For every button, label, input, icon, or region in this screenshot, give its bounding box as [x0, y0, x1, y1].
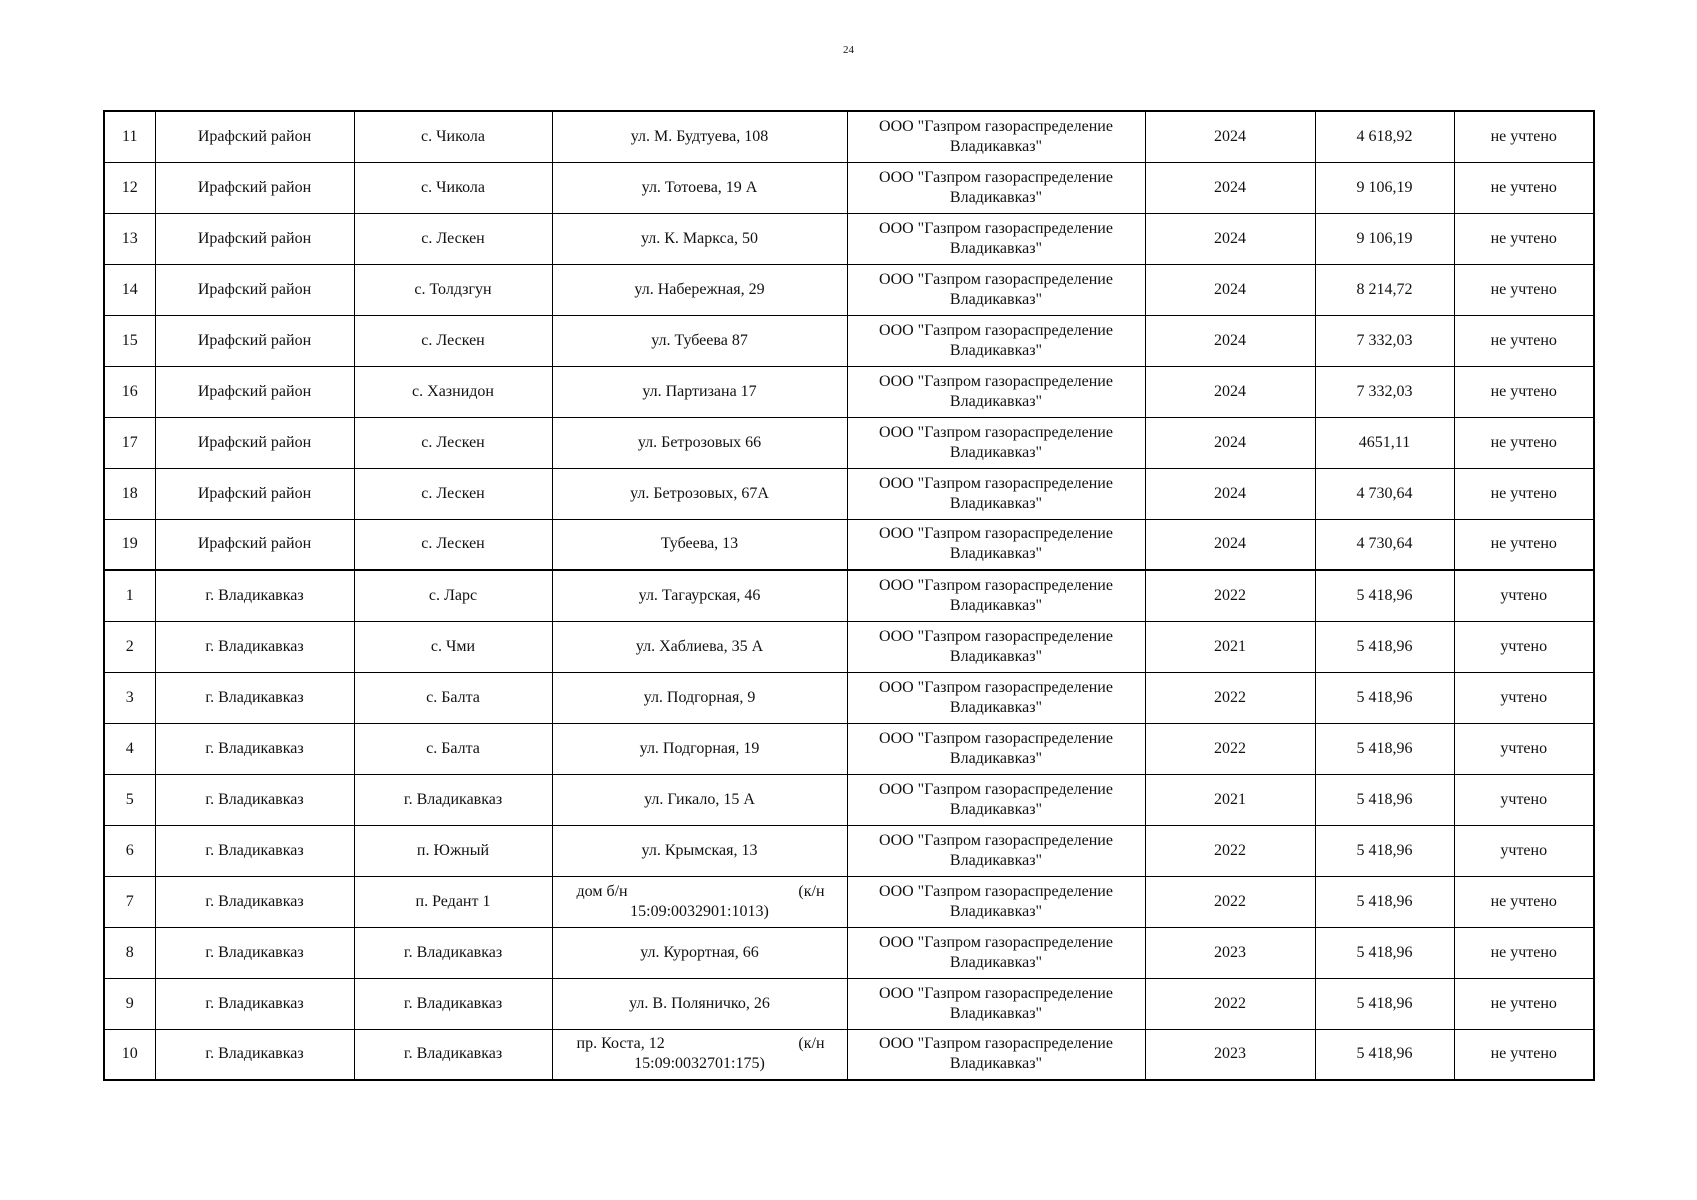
organization-cell	[847, 723, 1145, 774]
cadastral-number: 15:09:0032901:1013)	[630, 902, 769, 920]
amount-cell: 5 418,96	[1315, 723, 1454, 774]
settlement-cell: с. Толдзгун	[354, 264, 552, 315]
settlement-cell: с. Чми	[354, 621, 552, 672]
row-number: 14	[104, 264, 155, 315]
settlement-cell: г. Владикавказ	[354, 1029, 552, 1080]
status-cell: не учтено	[1454, 1029, 1594, 1080]
organization-line: Владикавказ"	[949, 749, 1043, 767]
organization-line: Владикавказ"	[949, 1004, 1043, 1022]
table-row	[104, 723, 1594, 774]
district-cell: Ирафский район	[155, 162, 354, 213]
settlement-cell: с. Чикола	[354, 162, 552, 213]
organization-line: Владикавказ"	[949, 647, 1043, 665]
table-row	[104, 213, 1594, 264]
table-row	[104, 111, 1594, 162]
amount-cell: 5 418,96	[1315, 621, 1454, 672]
organization-line: ООО "Газпром газораспределение	[879, 933, 1113, 951]
row-number: 7	[104, 876, 155, 927]
address-cell	[552, 876, 847, 927]
row-number: 16	[104, 366, 155, 417]
district-cell: г. Владикавказ	[155, 774, 354, 825]
row-number: 13	[104, 213, 155, 264]
organization-cell	[847, 519, 1145, 570]
settlement-cell: с. Хазнидон	[354, 366, 552, 417]
amount-cell: 5 418,96	[1315, 672, 1454, 723]
organization-cell	[847, 621, 1145, 672]
organization-line: ООО "Газпром газораспределение	[879, 423, 1113, 441]
settlement-cell: с. Балта	[354, 672, 552, 723]
row-number: 9	[104, 978, 155, 1029]
district-cell: г. Владикавказ	[155, 927, 354, 978]
address-cell: ул. Хаблиева, 35 А	[552, 621, 847, 672]
settlement-cell: п. Южный	[354, 825, 552, 876]
amount-cell: 5 418,96	[1315, 570, 1454, 621]
amount-cell: 9 106,19	[1315, 213, 1454, 264]
year-cell: 2023	[1145, 1029, 1315, 1080]
registry-table	[103, 110, 1595, 1081]
settlement-cell: с. Лескен	[354, 213, 552, 264]
settlement-cell: с. Лескен	[354, 417, 552, 468]
status-cell: не учтено	[1454, 417, 1594, 468]
status-cell: не учтено	[1454, 366, 1594, 417]
address-cell: ул. М. Будтуева, 108	[552, 111, 847, 162]
amount-cell: 8 214,72	[1315, 264, 1454, 315]
settlement-cell: с. Лескен	[354, 468, 552, 519]
year-cell: 2024	[1145, 213, 1315, 264]
year-cell: 2021	[1145, 621, 1315, 672]
organization-line: Владикавказ"	[949, 545, 1043, 563]
organization-line: ООО "Газпром газораспределение	[879, 984, 1113, 1002]
status-cell: не учтено	[1454, 927, 1594, 978]
organization-line: Владикавказ"	[949, 698, 1043, 716]
table-row	[104, 621, 1594, 672]
row-number: 5	[104, 774, 155, 825]
organization-line: Владикавказ"	[949, 953, 1043, 971]
status-cell: не учтено	[1454, 315, 1594, 366]
address-cell: ул. Набережная, 29	[552, 264, 847, 315]
organization-line: ООО "Газпром газораспределение	[879, 474, 1113, 492]
district-cell: Ирафский район	[155, 519, 354, 570]
organization-cell	[847, 213, 1145, 264]
organization-line: ООО "Газпром газораспределение	[879, 270, 1113, 288]
organization-line: Владикавказ"	[949, 494, 1043, 512]
table-row	[104, 162, 1594, 213]
settlement-cell: с. Лескен	[354, 519, 552, 570]
address-cell: ул. Курортная, 66	[552, 927, 847, 978]
district-cell: г. Владикавказ	[155, 978, 354, 1029]
organization-cell	[847, 570, 1145, 621]
organization-line: Владикавказ"	[949, 1055, 1043, 1073]
table-row	[104, 927, 1594, 978]
organization-cell	[847, 927, 1145, 978]
year-cell: 2024	[1145, 519, 1315, 570]
table-row	[104, 417, 1594, 468]
row-number: 6	[104, 825, 155, 876]
row-number: 19	[104, 519, 155, 570]
address-cell: ул. Подгорная, 19	[552, 723, 847, 774]
address-cell	[552, 1029, 847, 1080]
year-cell: 2023	[1145, 927, 1315, 978]
settlement-cell: с. Ларс	[354, 570, 552, 621]
district-cell: Ирафский район	[155, 366, 354, 417]
status-cell: не учтено	[1454, 468, 1594, 519]
organization-line: Владикавказ"	[949, 800, 1043, 818]
year-cell: 2024	[1145, 468, 1315, 519]
amount-cell: 5 418,96	[1315, 774, 1454, 825]
organization-line: Владикавказ"	[949, 443, 1043, 461]
organization-line: ООО "Газпром газораспределение	[879, 525, 1113, 543]
table-row	[104, 672, 1594, 723]
year-cell: 2021	[1145, 774, 1315, 825]
address-cell: ул. Тотоева, 19 А	[552, 162, 847, 213]
settlement-cell: с. Лескен	[354, 315, 552, 366]
district-cell: г. Владикавказ	[155, 621, 354, 672]
organization-cell	[847, 825, 1145, 876]
organization-line: ООО "Газпром газораспределение	[879, 1035, 1113, 1053]
district-cell: г. Владикавказ	[155, 672, 354, 723]
settlement-cell: г. Владикавказ	[354, 774, 552, 825]
address-cell: ул. Бетрозовых, 67А	[552, 468, 847, 519]
organization-line: ООО "Газпром газораспределение	[879, 882, 1113, 900]
status-cell: не учтено	[1454, 264, 1594, 315]
row-number: 11	[104, 111, 155, 162]
settlement-cell: п. Редант 1	[354, 876, 552, 927]
status-cell: учтено	[1454, 621, 1594, 672]
status-cell: не учтено	[1454, 876, 1594, 927]
organization-cell	[847, 111, 1145, 162]
amount-cell: 5 418,96	[1315, 876, 1454, 927]
row-number: 4	[104, 723, 155, 774]
table-row	[104, 366, 1594, 417]
organization-line: ООО "Газпром газораспределение	[879, 678, 1113, 696]
status-cell: учтено	[1454, 825, 1594, 876]
status-cell: учтено	[1454, 570, 1594, 621]
row-number: 12	[104, 162, 155, 213]
organization-line: Владикавказ"	[949, 851, 1043, 869]
status-cell: не учтено	[1454, 111, 1594, 162]
organization-line: ООО "Газпром газораспределение	[879, 780, 1113, 798]
row-number: 8	[104, 927, 155, 978]
address-cell: ул. Гикало, 15 А	[552, 774, 847, 825]
organization-cell	[847, 264, 1145, 315]
address-line	[559, 1034, 841, 1054]
row-number: 17	[104, 417, 155, 468]
organization-cell	[847, 162, 1145, 213]
settlement-cell: с. Балта	[354, 723, 552, 774]
organization-cell	[847, 672, 1145, 723]
settlement-cell: г. Владикавказ	[354, 927, 552, 978]
status-cell: не учтено	[1454, 519, 1594, 570]
status-cell: не учтено	[1454, 978, 1594, 1029]
organization-line: ООО "Газпром газораспределение	[879, 372, 1113, 390]
district-cell: г. Владикавказ	[155, 1029, 354, 1080]
amount-cell: 5 418,96	[1315, 1029, 1454, 1080]
status-cell: учтено	[1454, 774, 1594, 825]
table-row	[104, 774, 1594, 825]
table-row	[104, 876, 1594, 927]
district-cell: Ирафский район	[155, 264, 354, 315]
table-row	[104, 825, 1594, 876]
district-cell: Ирафский район	[155, 315, 354, 366]
district-cell: Ирафский район	[155, 417, 354, 468]
row-number: 1	[104, 570, 155, 621]
district-cell: г. Владикавказ	[155, 723, 354, 774]
district-cell: г. Владикавказ	[155, 570, 354, 621]
organization-line: Владикавказ"	[949, 188, 1043, 206]
organization-line: Владикавказ"	[949, 341, 1043, 359]
table-body	[104, 111, 1594, 1080]
organization-line: Владикавказ"	[949, 902, 1043, 920]
organization-cell	[847, 978, 1145, 1029]
year-cell: 2024	[1145, 417, 1315, 468]
district-cell: г. Владикавказ	[155, 876, 354, 927]
amount-cell: 9 106,19	[1315, 162, 1454, 213]
organization-line: Владикавказ"	[949, 596, 1043, 614]
organization-cell	[847, 774, 1145, 825]
settlement-cell: с. Чикола	[354, 111, 552, 162]
address-cell: ул. Бетрозовых 66	[552, 417, 847, 468]
row-number: 15	[104, 315, 155, 366]
cadastral-label: (к/н	[798, 882, 825, 900]
address-line	[559, 882, 841, 902]
year-cell: 2022	[1145, 723, 1315, 774]
amount-cell: 4 618,92	[1315, 111, 1454, 162]
organization-line: ООО "Газпром газораспределение	[879, 321, 1113, 339]
row-number: 2	[104, 621, 155, 672]
row-number: 10	[104, 1029, 155, 1080]
district-cell: Ирафский район	[155, 111, 354, 162]
row-number: 3	[104, 672, 155, 723]
address-text: дом б/н	[576, 882, 628, 900]
cadastral-number: 15:09:0032701:175)	[634, 1055, 765, 1073]
year-cell: 2022	[1145, 876, 1315, 927]
organization-line: Владикавказ"	[949, 290, 1043, 308]
amount-cell: 7 332,03	[1315, 315, 1454, 366]
address-cell: Тубеева, 13	[552, 519, 847, 570]
amount-cell: 5 418,96	[1315, 978, 1454, 1029]
amount-cell: 5 418,96	[1315, 825, 1454, 876]
table-row	[104, 264, 1594, 315]
amount-cell: 4 730,64	[1315, 468, 1454, 519]
row-number: 18	[104, 468, 155, 519]
table-row	[104, 978, 1594, 1029]
year-cell: 2022	[1145, 978, 1315, 1029]
organization-line: Владикавказ"	[949, 392, 1043, 410]
organization-cell	[847, 468, 1145, 519]
address-text: пр. Коста, 12	[576, 1035, 665, 1053]
year-cell: 2024	[1145, 162, 1315, 213]
organization-line: Владикавказ"	[949, 137, 1043, 155]
address-cell: ул. Подгорная, 9	[552, 672, 847, 723]
organization-cell	[847, 876, 1145, 927]
organization-cell	[847, 366, 1145, 417]
status-cell: не учтено	[1454, 162, 1594, 213]
year-cell: 2024	[1145, 264, 1315, 315]
organization-cell	[847, 315, 1145, 366]
organization-line: ООО "Газпром газораспределение	[879, 168, 1113, 186]
address-cell: ул. Партизана 17	[552, 366, 847, 417]
district-cell: Ирафский район	[155, 468, 354, 519]
organization-line: ООО "Газпром газораспределение	[879, 729, 1113, 747]
table-row	[104, 519, 1594, 570]
year-cell: 2024	[1145, 111, 1315, 162]
amount-cell: 4651,11	[1315, 417, 1454, 468]
table-row	[104, 570, 1594, 621]
cadastral-label: (к/н	[798, 1035, 825, 1053]
table-row	[104, 468, 1594, 519]
district-cell: Ирафский район	[155, 213, 354, 264]
organization-cell	[847, 1029, 1145, 1080]
address-cell: ул. К. Маркса, 50	[552, 213, 847, 264]
organization-line: ООО "Газпром газораспределение	[879, 219, 1113, 237]
organization-line: Владикавказ"	[949, 239, 1043, 257]
organization-line: ООО "Газпром газораспределение	[879, 831, 1113, 849]
year-cell: 2022	[1145, 672, 1315, 723]
table-row	[104, 315, 1594, 366]
district-cell: г. Владикавказ	[155, 825, 354, 876]
status-cell: учтено	[1454, 723, 1594, 774]
organization-line: ООО "Газпром газораспределение	[879, 627, 1113, 645]
status-cell: учтено	[1454, 672, 1594, 723]
year-cell: 2024	[1145, 315, 1315, 366]
year-cell: 2022	[1145, 570, 1315, 621]
organization-line: ООО "Газпром газораспределение	[879, 117, 1113, 135]
amount-cell: 4 730,64	[1315, 519, 1454, 570]
table-row	[104, 1029, 1594, 1080]
amount-cell: 7 332,03	[1315, 366, 1454, 417]
status-cell: не учтено	[1454, 213, 1594, 264]
organization-cell	[847, 417, 1145, 468]
amount-cell: 5 418,96	[1315, 927, 1454, 978]
year-cell: 2024	[1145, 366, 1315, 417]
address-cell: ул. Крымская, 13	[552, 825, 847, 876]
address-cell: ул. В. Поляничко, 26	[552, 978, 847, 1029]
settlement-cell: г. Владикавказ	[354, 978, 552, 1029]
year-cell: 2022	[1145, 825, 1315, 876]
address-cell: ул. Тагаурская, 46	[552, 570, 847, 621]
address-cell: ул. Тубеева 87	[552, 315, 847, 366]
organization-line: ООО "Газпром газораспределение	[879, 576, 1113, 594]
page-number: 24	[843, 44, 854, 56]
